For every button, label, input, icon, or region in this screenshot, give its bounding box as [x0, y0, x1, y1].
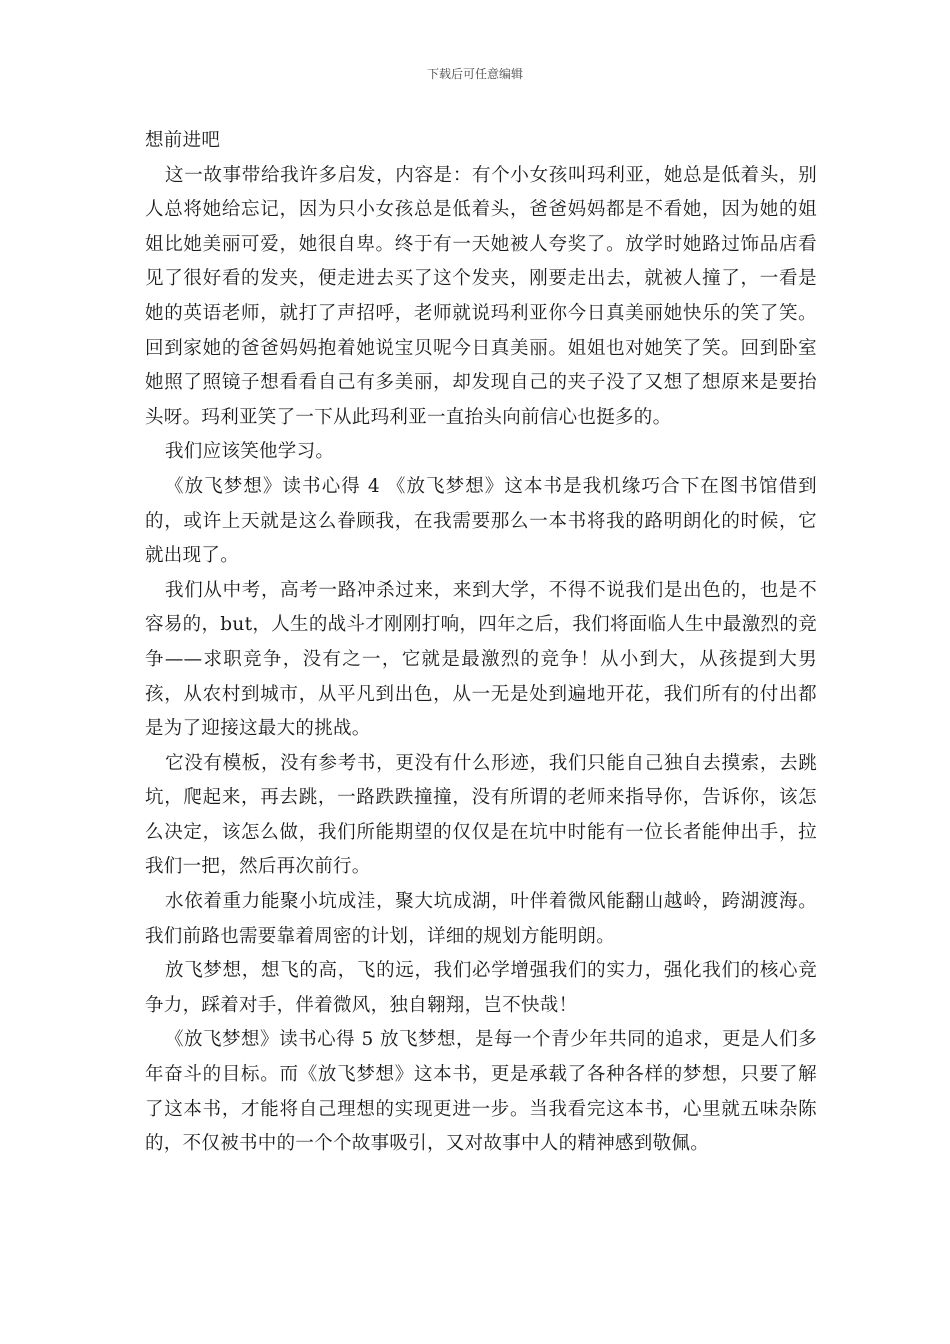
paragraph-learn-from-her: 我们应该笑他学习。 — [165, 441, 335, 463]
paragraph-no-template: 它没有模板，没有参考书，更没有什么形迹，我们只能自己独自去摸索，去跳坑，爬起来，再去跳，一路跌跌撞撞，没有所谓的老师来指导你，告诉你，该怎么决定，该怎么做，我们所能期望的仅仅是在坑中时能有一位长者能伸出手，拉我们一把，然后再次前行。 — [145, 752, 817, 878]
paragraph-reading-notes-5: 《放飞梦想》读书心得 5 放飞梦想，是每一个青少年共同的追求，更是人们多年奋斗的目标。而《放飞梦想》这本书，更是承载了各种各样的梦想，只要了解了这本书，才能将自己理想的实现更进一步。当我看完这本书，心里就五味杂陈的，不仅被书中的一个个故事吸引，又对故事中人的精神感到敬佩。 — [145, 1029, 817, 1155]
document-body — [145, 124, 817, 1162]
page-header: 下载后可任意编辑 — [426, 67, 523, 81]
paragraph-maria-story: 这一故事带给我许多启发，内容是：有个小女孩叫玛利亚，她总是低着头，别人总将她给忘记，因为只小女孩总是低着头，爸爸妈妈都是不看她，因为她的姐姐比她美丽可爱，她很自卑。终于有一天她被人夸奖了。放学时她路过饰品店看见了很好看的发夹，便走进去买了这个发夹，刚要走出去，就被人撞了，一看是她的英语老师，就打了声招呼，老师就说玛利亚你今日真美丽她快乐的笑了笑。回到家她的爸爸妈妈抱着她说宝贝呢今日真美丽。姐姐也对她笑了笑。回到卧室她照了照镜子想看看自己有多美丽，却发现自己的夹子没了又想了想原来是要抬头呀。玛利亚笑了一下从此玛利亚一直抬头向前信心也挺多的。 — [145, 164, 817, 428]
paragraph-water-analogy: 水依着重力能聚小坑成洼，聚大坑成湖，叶伴着微风能翻山越岭，跨湖渡海。我们前路也需要靠着周密的计划，详细的规划方能明朗。 — [145, 891, 817, 947]
paragraph-fly-dream: 放飞梦想，想飞的高，飞的远，我们必学增强我们的实力，强化我们的核心竞争力，踩着对手，伴着微风，独自翱翔，岂不快哉！ — [145, 960, 817, 1016]
paragraph-reading-notes-4: 《放飞梦想》读书心得 4 《放飞梦想》这本书是我机缘巧合下在图书馆借到的，或许上天就是这么眷顾我，在我需要那么一本书将我的路明朗化的时候，它就出现了。 — [145, 475, 817, 567]
paragraph-heading-fragment: 想前进吧 — [145, 130, 221, 151]
paragraph-competition: 我们从中考，高考一路冲杀过来，来到大学，不得不说我们是出色的，也是不容易的，but，人生的战斗才刚刚打响，四年之后，我们将面临人生中最激烈的竞争——求职竞争，没有之一，它就是最激烈的竞争！从小到大，从孩提到大男孩，从农村到城市，从平凡到出色，从一无是处到遍地开花，我们所有的付出都是为了迎接这最大的挑战。 — [145, 579, 817, 740]
